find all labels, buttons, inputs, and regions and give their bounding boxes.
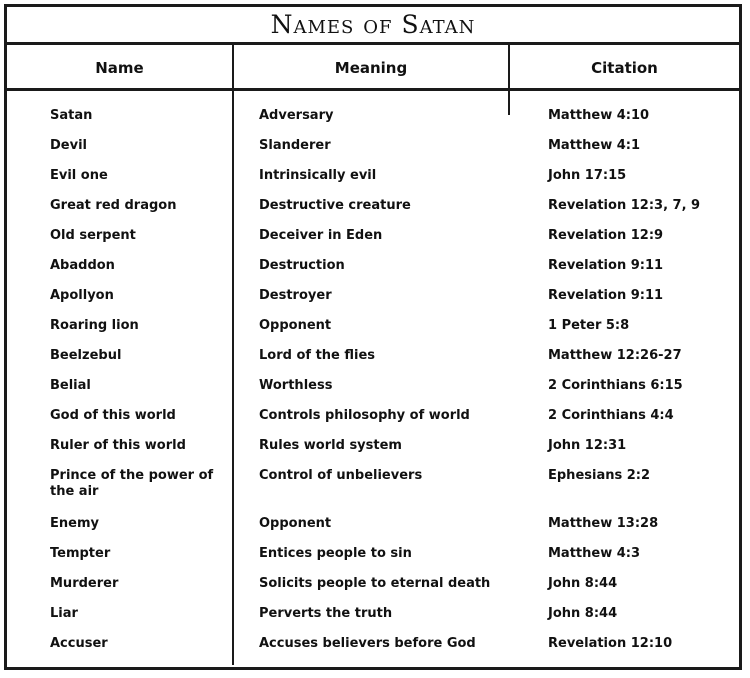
row-meaning: Adversary	[259, 108, 334, 123]
row-citation: Matthew 13:28	[548, 516, 659, 531]
row-name: Apollyon	[50, 288, 114, 303]
row-meaning: Entices people to sin	[259, 546, 412, 561]
row-meaning: Rules world system	[259, 438, 402, 453]
row-name: Liar	[50, 606, 78, 621]
row-meaning: Controls philosophy of world	[259, 408, 470, 423]
row-name: Great red dragon	[50, 198, 177, 213]
row-citation: Matthew 4:10	[548, 108, 650, 123]
row-name: Devil	[50, 138, 87, 153]
row-name: Ruler of this world	[50, 438, 186, 453]
row-citation: Matthew 12:26-27	[548, 348, 682, 363]
row-meaning: Worthless	[259, 378, 333, 393]
row-name: Tempter	[50, 546, 111, 561]
row-citation: Matthew 4:3	[548, 546, 641, 561]
row-citation: 1 Peter 5:8	[548, 318, 630, 333]
row-citation: Revelation 12:10	[548, 636, 673, 651]
row-meaning: Accuses believers before God	[259, 636, 476, 651]
names-table	[4, 4, 742, 670]
row-meaning: Opponent	[259, 516, 332, 531]
column-divider-name-meaning	[232, 45, 234, 665]
row-name: God of this world	[50, 408, 176, 423]
row-citation: 2 Corinthians 4:4	[548, 408, 674, 423]
row-citation: John 12:31	[548, 438, 627, 453]
row-name: Old serpent	[50, 228, 136, 243]
row-citation: Revelation 9:11	[548, 258, 664, 273]
row-citation: Revelation 12:3, 7, 9	[548, 198, 701, 213]
header-citation: Citation	[591, 59, 658, 77]
row-meaning: Opponent	[259, 318, 332, 333]
row-name: Belial	[50, 378, 91, 393]
header-name: Name	[95, 59, 144, 77]
row-meaning: Solicits people to eternal death	[259, 576, 491, 591]
row-name: Abaddon	[50, 258, 115, 273]
title-bar	[7, 7, 739, 45]
row-citation: Revelation 12:9	[548, 228, 664, 243]
row-meaning: Slanderer	[259, 138, 331, 153]
row-citation: John 8:44	[548, 576, 618, 591]
row-name: Prince of the power of the air	[50, 468, 214, 499]
row-meaning: Control of unbelievers	[259, 468, 423, 483]
row-meaning: Destroyer	[259, 288, 332, 303]
row-meaning: Perverts the truth	[259, 606, 393, 621]
row-citation: 2 Corinthians 6:15	[548, 378, 683, 393]
row-meaning: Lord of the flies	[259, 348, 376, 363]
row-meaning: Destruction	[259, 258, 345, 273]
row-citation: John 8:44	[548, 606, 618, 621]
row-name: Beelzebul	[50, 348, 122, 363]
table-title: Names of Satan	[270, 10, 476, 39]
row-citation: Revelation 9:11	[548, 288, 664, 303]
row-meaning: Intrinsically evil	[259, 168, 377, 183]
row-name: Roaring lion	[50, 318, 139, 333]
header-meaning: Meaning	[334, 59, 408, 77]
row-citation: John 17:15	[548, 168, 627, 183]
row-meaning: Destructive creature	[259, 198, 411, 213]
row-meaning: Deceiver in Eden	[259, 228, 383, 243]
row-name: Murderer	[50, 576, 119, 591]
row-name: Enemy	[50, 516, 99, 531]
row-name: Satan	[50, 108, 93, 123]
row-citation: Matthew 4:1	[548, 138, 641, 153]
row-citation: Ephesians 2:2	[548, 468, 651, 483]
row-name: Evil one	[50, 168, 108, 183]
row-name: Accuser	[50, 636, 108, 651]
